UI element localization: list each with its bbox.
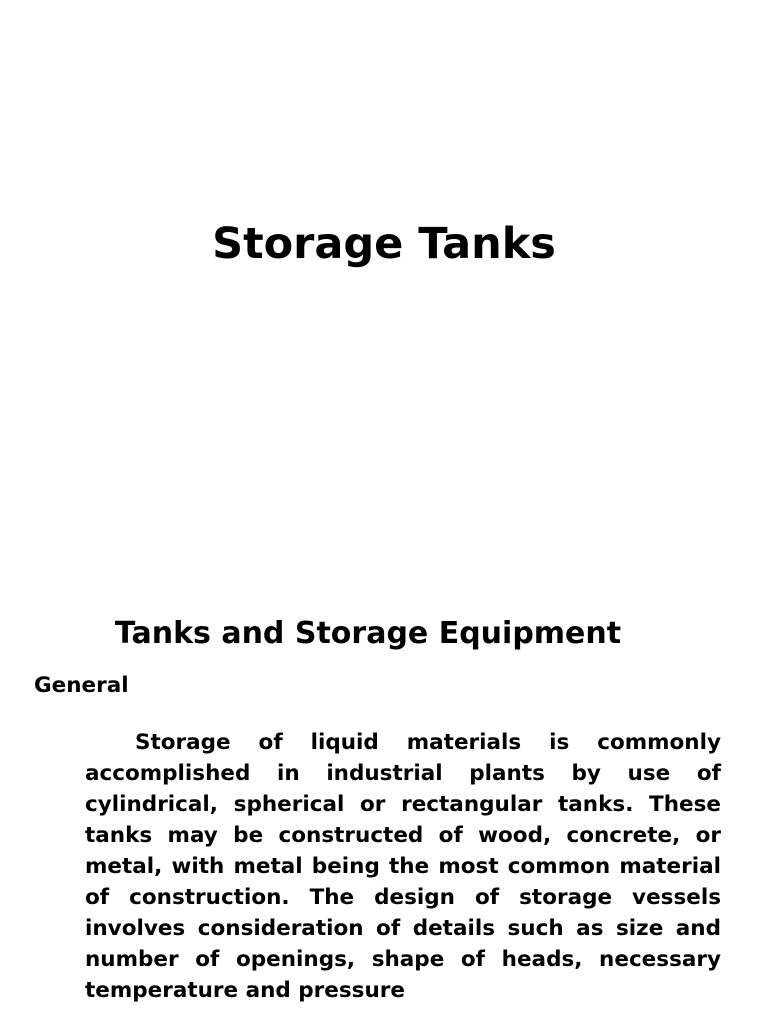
body-paragraph: Storage of liquid materials is commonly accomplished in industrial plants by use of cylindrical, spherical or rectangular tanks. These tanks may be constructed of wood, concrete, or metal, with metal being the most common material of construction. The design of storage vessels involves consideration of details such as size and number of openings, shape of heads, necessary temperature and pressure (85, 730, 721, 1003)
document-title: Storage Tanks (212, 219, 556, 269)
section-heading: Tanks and Storage Equipment (114, 616, 622, 651)
sub-heading-general: General (34, 673, 129, 698)
